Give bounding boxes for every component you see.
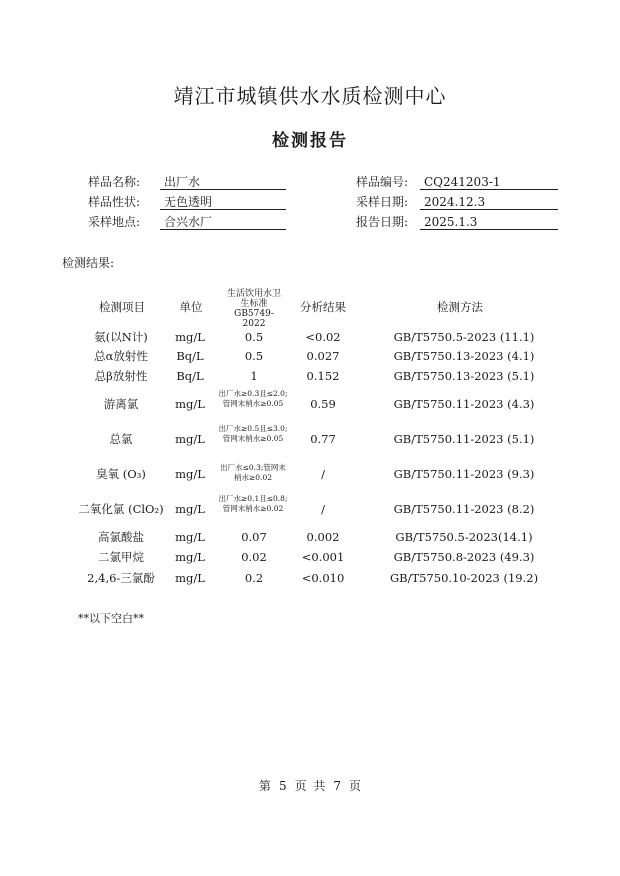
row-method: GB/T5750.5-2023(14.1) <box>395 530 533 544</box>
row-item: 臭氧 (O₃) <box>96 467 146 481</box>
row-standard: 出厂水≥0.3且≤2.0;管网末梢水≥0.05 <box>218 389 288 408</box>
sampling-date-value: 2024.12.3 <box>420 193 558 210</box>
row-method: GB/T5750.11-2023 (9.3) <box>393 467 535 481</box>
sample-property-value: 无色透明 <box>160 193 286 210</box>
row-item: 总α放射性 <box>94 349 148 363</box>
report-date-value: 2025.1.3 <box>420 213 558 230</box>
results-label: 检测结果: <box>62 256 115 270</box>
sampling-site-label: 采样地点: <box>88 215 141 229</box>
row-item: 二氯甲烷 <box>98 550 144 564</box>
row-method: GB/T5750.13-2023 (5.1) <box>393 369 535 383</box>
row-result: 0.59 <box>310 397 336 411</box>
row-standard: 出厂水≥0.1且≤0.8;管网末梢水≥0.02 <box>218 494 288 513</box>
row-unit: Bq/L <box>176 369 204 383</box>
row-item: 游离氯 <box>103 397 139 411</box>
row-method: GB/T5750.13-2023 (4.1) <box>393 349 535 363</box>
sample-property-label: 样品性状: <box>88 195 141 209</box>
row-standard: 0.5 <box>244 330 264 344</box>
footer-suffix: 页 <box>349 779 362 793</box>
row-result: / <box>321 467 325 481</box>
header-method: 检测方法 <box>437 300 483 314</box>
row-item: 总β放射性 <box>94 369 148 383</box>
report-date-label: 报告日期: <box>356 215 409 229</box>
footer-page-number: 5 <box>278 779 287 793</box>
row-unit: mg/L <box>175 330 205 344</box>
row-method: GB/T5750.11-2023 (8.2) <box>393 502 535 516</box>
row-result: <0.001 <box>301 550 345 564</box>
sample-name-label: 样品名称: <box>88 175 141 189</box>
page-footer <box>0 777 620 794</box>
row-result: / <box>321 502 325 516</box>
sampling-site-value: 合兴水厂 <box>160 213 286 230</box>
row-method: GB/T5750.8-2023 (49.3) <box>393 550 535 564</box>
row-method: GB/T5750.11-2023 (4.3) <box>393 397 535 411</box>
header-result: 分析结果 <box>300 300 346 314</box>
row-standard: 1 <box>250 369 258 383</box>
row-item: 氨(以N计) <box>94 330 148 344</box>
row-unit: mg/L <box>175 432 205 446</box>
footer-middle: 页 共 <box>294 779 326 793</box>
organization-name: 靖江市城镇供水水质检测中心 <box>173 84 447 108</box>
sample-id-value: CQ241203-1 <box>420 173 558 190</box>
footer-prefix: 第 <box>258 779 271 793</box>
row-standard: 0.02 <box>241 550 267 564</box>
sampling-date-label: 采样日期: <box>356 195 409 209</box>
row-item: 高氯酸盐 <box>98 530 144 544</box>
row-method: GB/T5750.10-2023 (19.2) <box>389 571 539 585</box>
sample-id-label: 样品编号: <box>356 175 409 189</box>
row-result: 0.77 <box>310 432 336 446</box>
sample-name-row <box>88 173 288 191</box>
end-of-content-note: **以下空白** <box>78 612 144 625</box>
row-standard: 0.07 <box>241 530 267 544</box>
row-unit: mg/L <box>175 550 205 564</box>
row-result: <0.02 <box>305 330 341 344</box>
row-result: 0.002 <box>306 530 340 544</box>
row-unit: mg/L <box>175 530 205 544</box>
row-unit: Bq/L <box>176 349 204 363</box>
row-unit: mg/L <box>175 502 205 516</box>
row-unit: mg/L <box>175 397 205 411</box>
row-method: GB/T5750.5-2023 (11.1) <box>393 330 535 344</box>
header-standard: 生活饮用水卫生标准GB5749-2022 <box>226 289 281 329</box>
header-item: 检测项目 <box>99 300 145 314</box>
row-result: <0.010 <box>301 571 345 585</box>
row-result: 0.152 <box>306 369 340 383</box>
sample-property-row <box>88 193 288 211</box>
report-date-row <box>356 213 560 231</box>
row-item: 2,4,6-三氯酚 <box>87 571 155 585</box>
row-standard: 0.2 <box>244 571 264 585</box>
row-unit: mg/L <box>175 467 205 481</box>
row-standard: 出厂水≥0.5且≤3.0;管网末梢水≥0.05 <box>218 424 288 443</box>
row-method: GB/T5750.11-2023 (5.1) <box>393 432 535 446</box>
sample-name-value: 出厂水 <box>160 173 286 190</box>
row-result: 0.027 <box>306 349 340 363</box>
row-standard: 出厂水≤0.3;管网末梢水≥0.02 <box>220 463 286 482</box>
sampling-date-row <box>356 193 560 211</box>
sample-id-row <box>356 173 560 191</box>
row-standard: 0.5 <box>244 349 264 363</box>
header-unit: 单位 <box>179 300 203 314</box>
report-title: 检测报告 <box>272 131 348 151</box>
row-item: 总氯 <box>109 432 133 446</box>
sampling-site-row <box>88 213 288 231</box>
row-item: 二氧化氯 (ClO₂) <box>78 502 164 516</box>
footer-total-pages: 7 <box>333 779 342 793</box>
row-unit: mg/L <box>175 571 205 585</box>
